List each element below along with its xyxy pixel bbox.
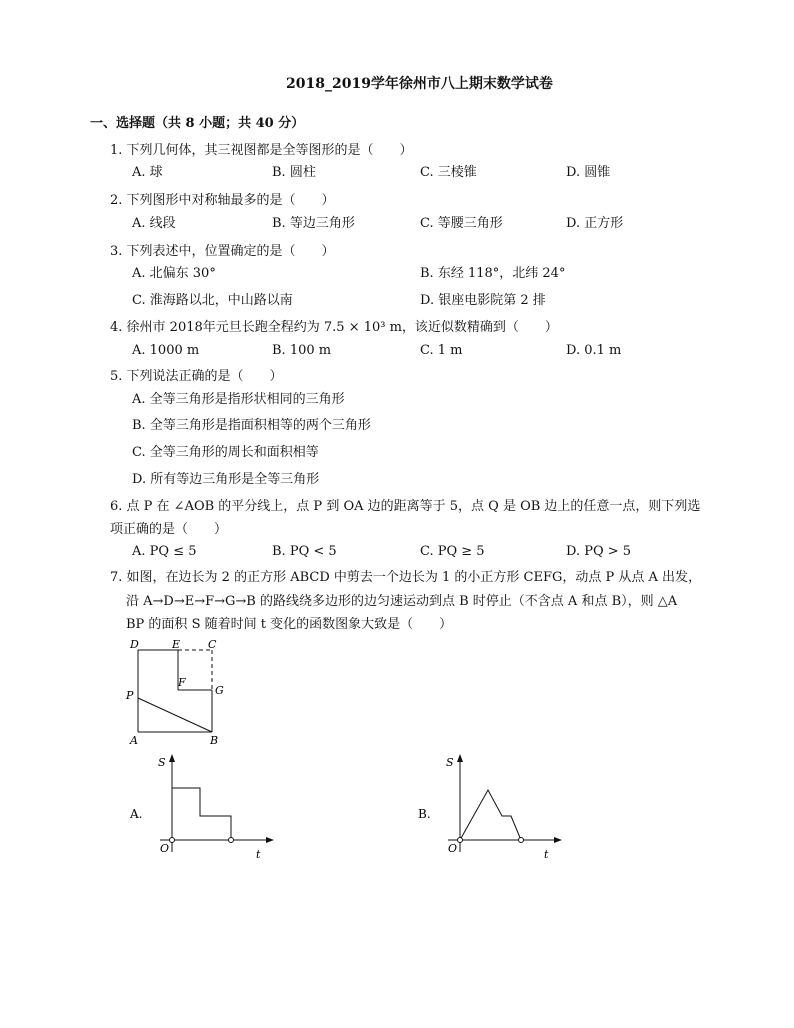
label-D: D — [130, 638, 139, 651]
q3-option-b: B. 东经 118°，北纬 24° — [420, 266, 566, 281]
q4-option-d: D. 0.1 m — [566, 343, 622, 358]
q6-option-d: D. PQ > 5 — [566, 544, 632, 559]
segment-PB — [138, 698, 212, 732]
label-F: F — [178, 676, 186, 689]
graph-a — [130, 752, 280, 867]
graph-a-curve — [172, 788, 231, 840]
graph-b-label: B. — [418, 807, 431, 821]
question-4-stem: 4. 徐州市 2018年元旦长跑全程约为 7.5 × 10³ m，该近似数精确到（ ） — [110, 320, 558, 335]
label-B: B — [210, 734, 219, 747]
graph-b-x-arrow — [554, 837, 562, 843]
q6-option-b: B. PQ < 5 — [272, 544, 337, 559]
graph-a-label: A. — [130, 807, 143, 821]
q5-option-d: D. 所有等边三角形是全等三角形 — [132, 472, 320, 487]
question-2-stem: 2. 下列图形中对称轴最多的是（ ） — [110, 193, 335, 208]
square-figure — [120, 636, 240, 748]
graph-b-curve — [460, 790, 521, 840]
graph-a-s-label: S — [158, 756, 166, 769]
graph-b-y-arrow — [457, 754, 463, 762]
section-heading: 一、选择题（共 8 小题；共 40 分） — [90, 116, 305, 131]
question-6-line-2: 项正确的是（ ） — [110, 522, 228, 537]
q5-option-b: B. 全等三角形是指面积相等的两个三角形 — [132, 418, 371, 433]
graph-b-s-label: S — [446, 756, 454, 769]
question-7-line-3: BP 的面积 S 随着时间 t 变化的函数图象大致是（ ） — [126, 617, 453, 632]
label-G: G — [215, 684, 224, 697]
label-C: C — [208, 638, 217, 651]
q4-option-b: B. 100 m — [272, 343, 332, 358]
label-E: E — [172, 638, 181, 651]
q4-option-c: C. 1 m — [420, 343, 463, 358]
q1-option-d: D. 圆锥 — [566, 165, 611, 180]
q3-option-d: D. 银座电影院第 2 排 — [420, 293, 546, 308]
q4-option-a: A. 1000 m — [132, 343, 200, 358]
label-P: P — [126, 689, 134, 702]
question-3-stem: 3. 下列表述中，位置确定的是（ ） — [110, 244, 335, 259]
q2-option-d: D. 正方形 — [566, 216, 624, 231]
q5-option-c: C. 全等三角形的周长和面积相等 — [132, 445, 319, 460]
graph-b — [418, 752, 568, 867]
graph-a-o-label: O — [160, 842, 170, 855]
q2-option-b: B. 等边三角形 — [272, 216, 355, 231]
q6-option-a: A. PQ ≤ 5 — [132, 544, 197, 559]
question-6-line-1: 6. 点 P 在 ∠AOB 的平分线上，点 P 到 OA 边的距离等于 5，点 Q 是 OB 边上的任意一点，则下列选 — [110, 499, 701, 514]
q3-option-c: C. 淮海路以北，中山路以南 — [132, 293, 293, 308]
q2-option-a: A. 线段 — [132, 216, 176, 231]
q1-option-c: C. 三棱锥 — [420, 165, 477, 180]
graph-a-x-arrow — [266, 837, 274, 843]
graph-a-t-label: t — [256, 848, 261, 861]
q1-option-a: A. 球 — [132, 165, 163, 180]
question-5-stem: 5. 下列说法正确的是（ ） — [110, 369, 283, 384]
question-7-line-1: 7. 如图，在边长为 2 的正方形 ABCD 中剪去一个边长为 1 的小正方形 CEFG，动点 P 从点 A 出发， — [110, 570, 702, 585]
q5-option-a: A. 全等三角形是指形状相同的三角形 — [132, 392, 345, 407]
question-1-stem: 1. 下列几何体，其三视图都是全等图形的是（ ） — [110, 143, 413, 158]
graph-b-open-end — [519, 838, 524, 843]
graph-b-t-label: t — [544, 848, 549, 861]
question-7-line-2: 沿 A→D→E→F→G→B 的路线绕多边形的边匀速运动到点 B 时停止（不含点 A 和点 B），则 △A — [126, 594, 678, 609]
graph-a-y-arrow — [169, 754, 175, 762]
graph-b-open-start — [458, 838, 463, 843]
q1-option-b: B. 圆柱 — [272, 165, 316, 180]
q2-option-c: C. 等腰三角形 — [420, 216, 503, 231]
graph-a-open-start — [170, 838, 175, 843]
q6-option-c: C. PQ ≥ 5 — [420, 544, 485, 559]
label-A: A — [130, 734, 138, 747]
page-title: 2018_2019学年徐州市八上期末数学试卷 — [286, 76, 553, 92]
graph-a-open-end — [229, 838, 234, 843]
q3-option-a: A. 北偏东 30° — [132, 266, 216, 281]
graph-b-o-label: O — [448, 842, 458, 855]
